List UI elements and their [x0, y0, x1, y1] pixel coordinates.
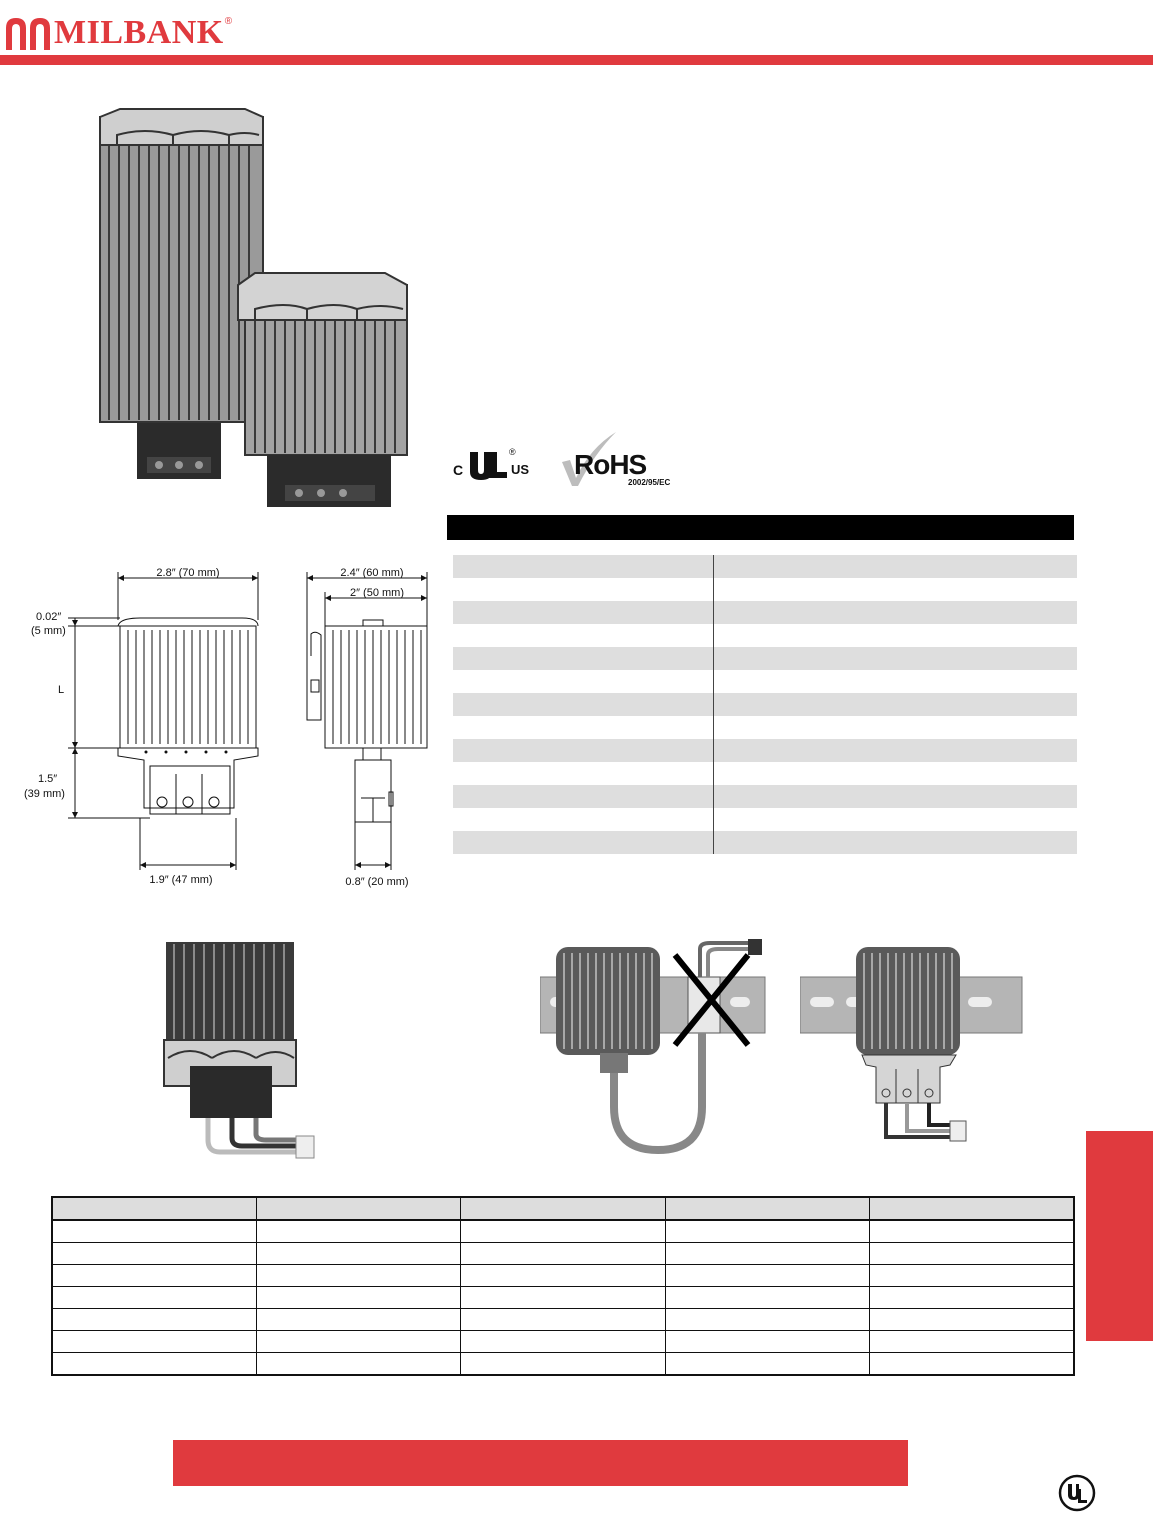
wired-heater-photo [160, 940, 330, 1170]
spec-row [453, 808, 1077, 831]
brand-reg-mark: ® [224, 16, 233, 27]
ul-listed-mark [453, 447, 543, 487]
side-depth-total-label: 2.4″ (60 mm) [340, 567, 404, 579]
front-top-gap-label: 0.02″ [36, 611, 62, 623]
spec-row [453, 739, 1077, 762]
table-row [52, 1331, 1074, 1353]
rohs-mark [560, 432, 680, 488]
side-depth-body-label: 2″ (50 mm) [349, 587, 404, 599]
spec-row [453, 624, 1077, 647]
table-row [52, 1265, 1074, 1287]
table-row [52, 1287, 1074, 1309]
table-row [52, 1309, 1074, 1331]
spec-table [453, 555, 1077, 854]
table-row [52, 1353, 1074, 1376]
product-photo [95, 105, 420, 510]
spec-row [453, 555, 1077, 578]
ul-listed-icon [467, 450, 511, 480]
correct-mounting-illustration [800, 935, 1030, 1145]
model-table-header-cell [256, 1197, 460, 1220]
front-base-height-mm-label: (39 mm) [24, 788, 65, 800]
front-dimension-drawing [20, 560, 290, 890]
header-rule [0, 55, 1153, 65]
rohs-label: RoHS [574, 449, 647, 480]
front-base-width-label: 1.9″ (47 mm) [149, 874, 213, 886]
front-base-height-label: 1.5″ [38, 773, 58, 785]
table-row [52, 1243, 1074, 1265]
spec-row [453, 601, 1077, 624]
brand-name: MILBANK [54, 14, 224, 51]
side-dimension-drawing [295, 560, 440, 890]
rohs-directive: 2002/95/EC [628, 478, 671, 487]
spec-row [453, 693, 1077, 716]
model-table-header-cell [52, 1197, 256, 1220]
front-top-gap-mm-label: (5 mm) [31, 625, 66, 637]
milbank-logo [4, 10, 232, 50]
ul-reg-mark: ® [509, 447, 516, 457]
front-width-label: 2.8″ (70 mm) [156, 567, 220, 579]
spec-row [453, 762, 1077, 785]
spec-row [453, 785, 1077, 808]
spec-row [453, 647, 1077, 670]
ul-c-label: C [453, 462, 464, 478]
ul-us-label: US [511, 462, 530, 477]
spec-row [453, 670, 1077, 693]
model-table-header-cell [870, 1197, 1074, 1220]
footer-banner [173, 1440, 908, 1486]
spec-row [453, 578, 1077, 601]
model-table-header-cell [461, 1197, 665, 1220]
incorrect-mounting-illustration [540, 935, 780, 1160]
spec-row [453, 716, 1077, 739]
table-row [52, 1220, 1074, 1243]
spec-table-header [447, 515, 1074, 540]
spec-row [453, 831, 1077, 854]
model-table-header-row [52, 1197, 1074, 1220]
milbank-logo-icon [4, 16, 52, 50]
section-side-tab [1086, 1131, 1153, 1341]
model-table [51, 1196, 1075, 1376]
front-length-label: L [58, 684, 65, 696]
side-terminal-width-label: 0.8″ (20 mm) [345, 876, 409, 888]
model-table-header-cell [665, 1197, 869, 1220]
ul-circle-icon [1058, 1474, 1096, 1512]
